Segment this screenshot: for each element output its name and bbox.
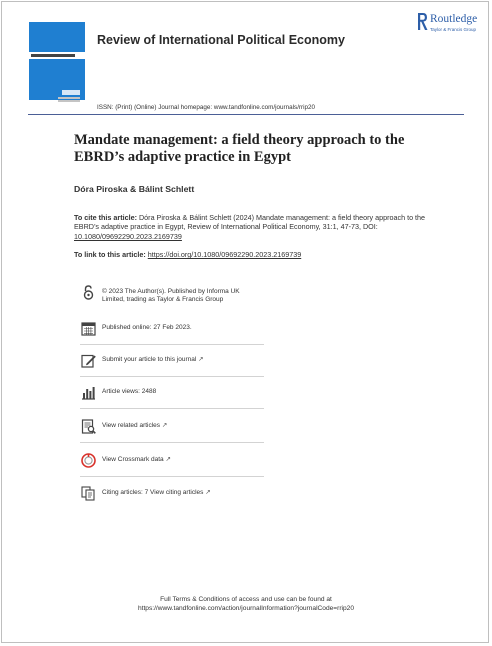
journal-title[interactable]: Review of International Political Economy — [97, 33, 345, 47]
published-row — [80, 320, 264, 342]
article-views: Article views: 2488 — [102, 388, 157, 395]
license-text: © 2023 The Author(s). Published by Informa UK Limited, trading as Taylor & Francis Group — [102, 288, 240, 304]
calendar-icon — [80, 320, 97, 337]
crossmark-text: View Crossmark data — [102, 456, 164, 463]
citing-row[interactable] — [80, 485, 264, 507]
submit-row[interactable] — [80, 352, 264, 374]
citation-doi-link[interactable]: 10.1080/09692290.2023.2169739 — [74, 231, 182, 241]
footer-terms — [0, 595, 492, 614]
external-link-icon: ↗ — [161, 422, 168, 429]
bar-chart-icon — [80, 384, 97, 401]
citation-text: Dóra Piroska & Bálint Schlett (2024) Mandate management: a field theory approach to the EBRD’s adaptive practice in Egypt, Review of International Political Economy, 31:1, 47-73, DOI: — [74, 213, 426, 232]
cover-publisher-mark — [58, 97, 80, 103]
related-articles-icon — [80, 418, 97, 435]
crossmark-row[interactable] — [80, 452, 264, 474]
routledge-r-icon — [417, 12, 428, 31]
views-row — [80, 384, 264, 406]
related-articles-link[interactable] — [102, 422, 262, 430]
footer-terms-line: Full Terms & Conditions of access and use can be found at — [160, 596, 332, 603]
citing-articles-icon — [80, 485, 97, 502]
article-doi-url[interactable]: https://doi.org/10.1080/09692290.2023.2169739 — [147, 250, 302, 259]
info-separator — [80, 344, 264, 345]
open-access-icon — [80, 284, 97, 301]
cover-band-text — [31, 54, 75, 57]
article-link-label: To link to this article: — [74, 250, 146, 259]
crossmark-icon — [80, 452, 97, 469]
journal-cover-image[interactable] — [29, 22, 85, 100]
citation-block — [74, 213, 426, 241]
info-separator — [80, 442, 264, 443]
publisher-tagline: Taylor & Francis Group — [430, 27, 477, 32]
external-link-icon: ↗ — [205, 489, 211, 496]
crossmark-link[interactable] — [102, 456, 262, 464]
edit-icon — [80, 352, 97, 369]
footer-terms-url[interactable]: https://www.tandfonline.com/action/journalInformation?journalCode=rrip20 — [137, 605, 355, 613]
submit-article-link[interactable] — [102, 356, 262, 364]
submit-article-text: Submit your article to this journal — [102, 356, 197, 363]
article-authors: Dóra Piroska & Bálint Schlett — [74, 184, 195, 194]
related-row[interactable] — [80, 418, 264, 440]
external-link-icon: ↗ — [198, 356, 204, 363]
citing-articles-link[interactable] — [102, 489, 262, 497]
header-divider — [28, 114, 464, 115]
article-title: Mandate management: a field theory approach to the EBRD’s adaptive practice in Egypt — [74, 132, 405, 165]
citing-articles-text: Citing articles: 7 View citing articles — [102, 489, 204, 496]
publisher-name: Routledge — [430, 13, 478, 25]
info-separator — [80, 476, 264, 477]
published-date: Published online: 27 Feb 2023. — [102, 324, 192, 331]
publisher-logo — [417, 11, 487, 35]
info-separator — [80, 376, 264, 377]
issn-homepage-line[interactable]: ISSN: (Print) (Online) Journal homepage: www.tandfonline.com/journals/rrip20 — [97, 104, 316, 111]
related-articles-text: View related articles — [102, 422, 161, 429]
info-separator — [80, 408, 264, 409]
license-row — [80, 284, 264, 306]
cover-footer-block — [62, 90, 80, 95]
citation-label: To cite this article: — [74, 213, 137, 222]
external-link-icon: ↗ — [165, 456, 171, 463]
article-link-line — [74, 250, 301, 259]
